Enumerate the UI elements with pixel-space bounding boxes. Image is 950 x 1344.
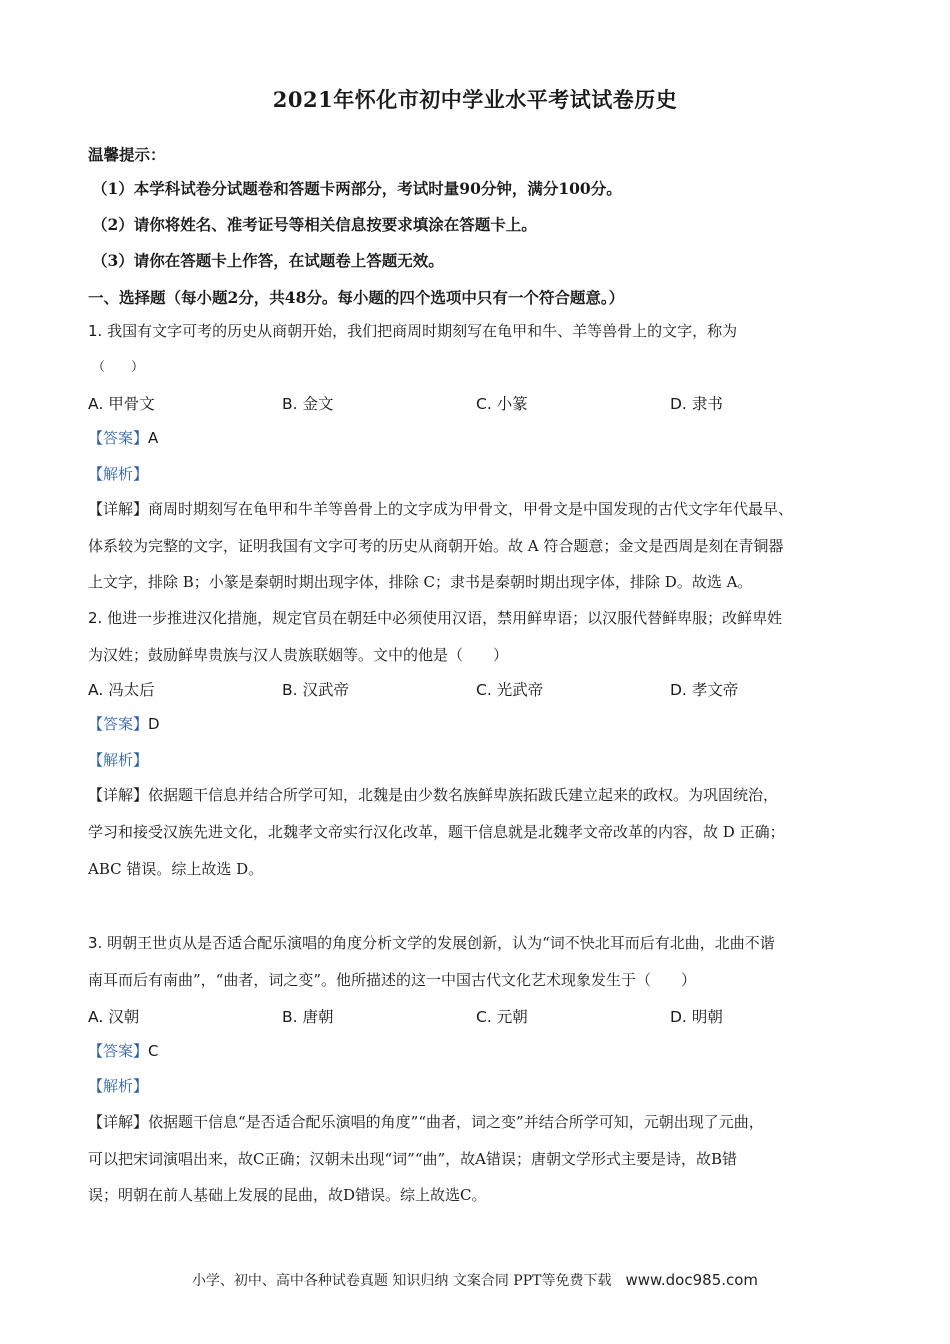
- tips-heading: 温馨提示：: [88, 145, 166, 164]
- option-text: 隶书: [691, 395, 723, 413]
- option-letter: C.: [476, 395, 492, 413]
- option-c: [476, 1005, 528, 1027]
- question-stem-text: 我国有文字可考的历史从商朝开始，我们把商周时期刻写在龟甲和牛、羊等兽骨上的文字，称为: [107, 322, 738, 340]
- answer-label: 【答案】: [88, 715, 149, 733]
- option-d: [670, 1005, 723, 1027]
- option-text: 汉朝: [108, 1008, 140, 1026]
- detail-line: 体系较为完整的文字，证明我国有文字可考的历史从商朝开始。故 A 符合题意；金文是西周是刻在青铜器: [88, 537, 784, 555]
- option-text: 唐朝: [302, 1008, 334, 1026]
- footer-text: 小学、初中、高中各种试卷真题 知识归纳 文案合同 PPT等免费下载: [191, 1273, 612, 1289]
- answer-line: [88, 713, 160, 734]
- option-text: 孝文帝: [691, 681, 739, 699]
- question-stem-text: 南耳而后有南曲”，“曲者，词之变”。他所描述的这一中国古代文化艺术现象发生于（ ）: [88, 971, 697, 989]
- analysis-label: 【解析】: [88, 1077, 149, 1095]
- option-letter: B.: [282, 1008, 298, 1026]
- tip-item: （2）请你将姓名、准考证号等相关信息按要求填涂在答题卡上。: [92, 215, 537, 234]
- page-title: 2021年怀化市初中学业水平考试试卷历史: [272, 87, 678, 112]
- question-stem: [88, 320, 737, 341]
- question-number: 2.: [88, 609, 103, 627]
- option-a: [88, 678, 155, 700]
- detail-line: 学习和接受汉族先进文化，北魏孝文帝实行汉化改革，题干信息就是北魏孝文帝改革的内容，故 D 正确；: [88, 823, 785, 841]
- question-number: 1.: [88, 322, 103, 340]
- question-stem-text: 他进一步推进汉化措施，规定官员在朝廷中必须使用汉语，禁用鲜卑语；以汉服代替鲜卑服；改鲜卑姓: [107, 609, 783, 627]
- detail-text: 依据题干信息并结合所学可知，北魏是由少数名族鲜卑族拓跋氏建立起来的政权。为巩固统治，: [148, 786, 779, 804]
- option-a: [88, 392, 155, 414]
- answer-value: C: [148, 1042, 159, 1060]
- option-text: 小篆: [496, 395, 528, 413]
- question-stem: [88, 607, 782, 628]
- page-footer: [0, 1270, 950, 1290]
- option-b: [282, 678, 349, 700]
- detail-line: 可以把宋词演唱出来，故C正确；汉朝未出现“词”“曲”，故A错误；唐朝文学形式主要是诗，故B错: [88, 1150, 738, 1168]
- option-letter: A.: [88, 395, 104, 413]
- question-stem-text: 明朝王世贞从是否适合配乐演唱的角度分析文学的发展创新，认为“词不快北耳而后有北曲，北曲不谐: [107, 934, 775, 952]
- tip-item: （1）本学科试卷分试题卷和答题卡两部分，考试时量90分钟，满分100分。: [92, 179, 622, 198]
- answer-label: 【答案】: [88, 1042, 149, 1060]
- analysis-label: 【解析】: [88, 465, 149, 483]
- detail-line: 上文字，排除 B；小篆是秦朝时期出现字体，排除 C；隶书是秦朝时期出现字体，排除 D。故选 A。: [88, 573, 753, 591]
- option-letter: A.: [88, 681, 104, 699]
- option-text: 金文: [302, 395, 334, 413]
- detail-line: [88, 498, 793, 519]
- option-text: 元朝: [496, 1008, 528, 1026]
- option-a: [88, 1005, 139, 1027]
- detail-text: 商周时期刻写在龟甲和牛羊等兽骨上的文字成为甲骨文，甲骨文是中国发现的古代文字年代最早、: [148, 500, 794, 518]
- question-stem-text: 为汉姓；鼓励鲜卑贵族与汉人贵族联姻等。文中的他是（ ）: [88, 646, 509, 664]
- option-b: [282, 392, 334, 414]
- answer-line: [88, 427, 158, 448]
- option-letter: A.: [88, 1008, 104, 1026]
- tip-item: （3）请你在答题卡上作答，在试题卷上答题无效。: [92, 251, 444, 270]
- answer-value: A: [148, 429, 159, 447]
- option-text: 甲骨文: [108, 395, 155, 413]
- detail-line: ABC 错误。综上故选 D。: [88, 860, 264, 878]
- answer-line: [88, 1040, 159, 1061]
- detail-label: 【详解】: [88, 786, 149, 804]
- detail-label: 【详解】: [88, 1113, 149, 1131]
- detail-label: 【详解】: [88, 500, 149, 518]
- option-c: [476, 678, 543, 700]
- option-letter: C.: [476, 1008, 492, 1026]
- question-stem-blank: （ ）: [92, 360, 145, 375]
- option-d: [670, 392, 723, 414]
- section-heading: 一、选择题（每小题2分，共48分。每小题的四个选项中只有一个符合题意。）: [88, 288, 625, 307]
- option-d: [670, 678, 738, 700]
- analysis-label: 【解析】: [88, 751, 149, 769]
- option-text: 汉武帝: [302, 681, 350, 699]
- option-text: 冯太后: [108, 681, 155, 699]
- detail-line: [88, 1111, 764, 1132]
- detail-text: 依据题干信息“是否适合配乐演唱的角度”“曲者，词之变”并结合所学可知，元朝出现了元曲，: [148, 1113, 764, 1131]
- option-letter: C.: [476, 681, 492, 699]
- answer-value: D: [148, 715, 160, 733]
- option-letter: D.: [670, 681, 687, 699]
- option-letter: B.: [282, 681, 298, 699]
- detail-line: [88, 784, 778, 805]
- option-letter: D.: [670, 395, 687, 413]
- footer-link[interactable]: www.doc985.com: [625, 1271, 759, 1289]
- question-stem: [88, 932, 775, 953]
- option-letter: D.: [670, 1008, 687, 1026]
- option-text: 光武帝: [496, 681, 544, 699]
- option-text: 明朝: [691, 1008, 723, 1026]
- detail-line: 误；明朝在前人基础上发展的昆曲，故D错误。综上故选C。: [88, 1186, 487, 1204]
- question-number: 3.: [88, 934, 103, 952]
- option-letter: B.: [282, 395, 298, 413]
- answer-label: 【答案】: [88, 429, 149, 447]
- option-b: [282, 1005, 334, 1027]
- option-c: [476, 392, 528, 414]
